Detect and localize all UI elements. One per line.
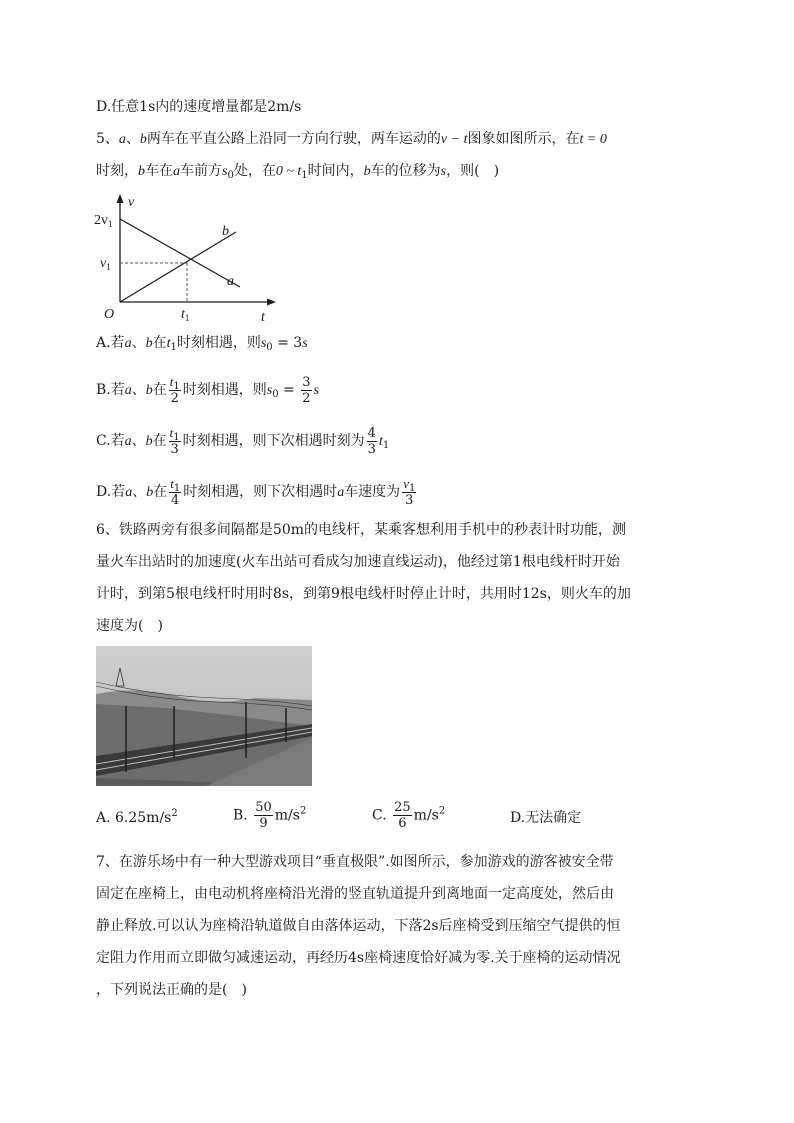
q7-stem-line-1: 7、在游乐场中有一种大型游戏项目“垂直极限”.如图所示，参加游戏的游客被安全带 — [96, 854, 614, 870]
q5-option-b: B.若a、b在 $\frac{t_1}{2}$ 时刻相遇，则$s_0$ = $\frac{3}{2}$ s — [96, 374, 319, 406]
q5-stem-line-2: 时刻，b车在a车前方$s_0$处，在0 ~ $t_1$时间内，b车的位移为s，则( ) — [96, 163, 500, 181]
q6-option-b: B. $\frac{50}{9}$ $m/s^2$ — [233, 800, 307, 831]
q7-stem-line-3: 静止释放.可以认为座椅沿轨道做自由落体运动，下落2s后座椅受到压缩空气提供的恒 — [96, 918, 621, 934]
label-t1: $t_1$ — [181, 307, 190, 323]
q7-stem-line-5: ，下列说法正确的是( ) — [96, 982, 247, 998]
line-a-label: a — [227, 274, 234, 289]
q5-option-a: A.若a、b在$t_1$时刻相遇，则$s_0 = 3s$ — [96, 335, 308, 353]
line-b — [120, 232, 236, 302]
q6-option-a: A. $6.25m/s^2$ — [96, 808, 178, 826]
q5-option-c: C.若a、b在 $\frac{t_1}{3}$ 时刻相遇，则下次相遇时刻为 $\frac{4}{3}$ $t_1$ — [96, 425, 390, 457]
label-v1: $v_1$ — [100, 256, 111, 272]
q5-stem-line-1: 5、a、b两车在平直公路上沿同一方向行驶，两车运动的v − t图象如图所示，在t = 0 — [96, 131, 607, 147]
q6-option-d: D.无法确定 — [510, 810, 582, 826]
label-2v1: $2v_1$ — [94, 213, 113, 229]
q6-stem-line-1: 6、铁路两旁有很多间隔都是50m的电线杆，某乘客想利用手机中的秒表计时功能，测 — [96, 522, 626, 538]
axis-v-label: v — [128, 195, 135, 210]
railway-photo — [96, 646, 312, 786]
q7-stem-line-4: 定阻力作用而立即做匀减速运动，再经历4s座椅速度恰好减为零.关于座椅的运动情况 — [96, 950, 621, 966]
q5-vt-graph — [90, 190, 290, 325]
line-b-label: b — [222, 224, 229, 239]
q6-stem-line-2: 量火车出站时的加速度(火车出站可看成匀加速直线运动)，他经过第1根电线杆时开始 — [96, 554, 620, 570]
t-axis-arrow — [267, 299, 276, 306]
q7-stem-line-2: 固定在座椅上，由电动机将座椅沿光滑的竖直轨道提升到离地面一定高度处，然后由 — [96, 886, 614, 902]
q6-stem-line-4: 速度为( ) — [96, 618, 163, 634]
q6-option-c: C. $\frac{25}{6}$ $m/s^2$ — [372, 800, 446, 831]
q4-option-d: D.任意1s内的速度增量都是2m/s — [96, 99, 302, 115]
q5-option-d: D.若a、b在 $\frac{t_1}{4}$ 时刻相遇，则下次相遇时a车速度为 $\frac{v_1}{3}$ — [96, 476, 416, 508]
q6-stem-line-3: 计时，到第5根电线杆时用时8s，到第9根电线杆时停止计时，共用时12s，则火车的加 — [96, 586, 631, 602]
v-axis-arrow — [117, 194, 124, 203]
origin-label: O — [104, 307, 115, 322]
axis-t-label: t — [261, 310, 265, 325]
